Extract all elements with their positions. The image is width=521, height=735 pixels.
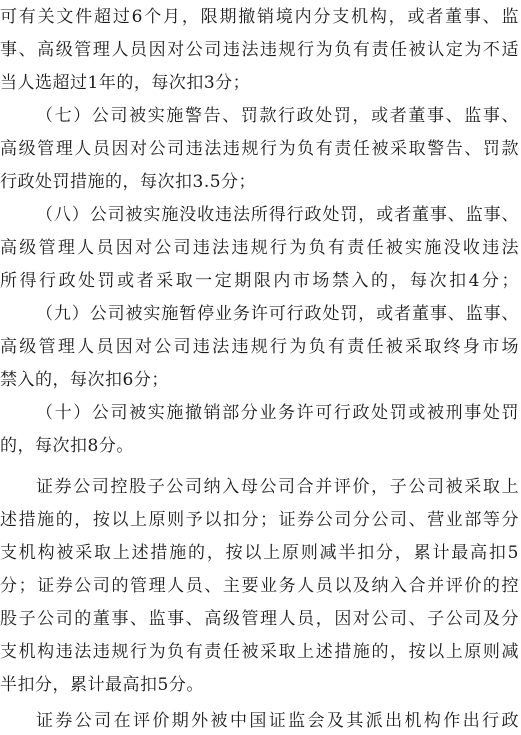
text-line: 高级管理人员因对公司违法违规行为负有责任被采取终身市场: [0, 337, 519, 357]
text-line: （九）公司被实施暂停业务许可行政处罚，或者董事、监事、: [36, 304, 519, 324]
text-line: 的，每次扣8分。: [0, 436, 134, 456]
text-line: 高级管理人员因对公司违法违规行为负有责任被采取警告、罚款: [0, 139, 519, 159]
text-line: 述措施的，按以上原则予以扣分；证券公司分公司、营业部等分: [0, 510, 519, 530]
text-line: 证券公司控股子公司纳入母公司合并评价，子公司被采取上: [36, 477, 519, 497]
text-line: 证券公司在评价期外被中国证监会及其派出机构作出行政: [36, 711, 519, 731]
text-line: 分；证券公司的管理人员、主要业务人员以及纳入合并评价的控: [0, 576, 519, 596]
text-line: （七）公司被实施警告、罚款行政处罚，或者董事、监事、: [36, 106, 519, 126]
text-line: 所得行政处罚或者采取一定期限内市场禁入的，每次扣4分；: [0, 271, 519, 291]
text-line: 事、高级管理人员因对公司违法违规行为负有责任被认定为不适: [0, 40, 519, 60]
text-line: 支机构违法违规行为负有责任被采取上述措施的，按以上原则减: [0, 642, 519, 662]
text-line: 当人选超过1年的，每次扣3分；: [0, 73, 251, 93]
text-line: （十）公司被实施撤销部分业务许可行政处罚或被刑事处罚: [36, 403, 519, 423]
text-line: （八）公司被实施没收违法所得行政处罚，或者董事、监事、: [36, 205, 519, 225]
text-line: 支机构被采取上述措施的，按以上原则减半扣分，累计最高扣5: [0, 543, 519, 563]
text-line: 半扣分，累计最高扣5分。: [0, 675, 204, 695]
text-line: 高级管理人员因对公司违法违规行为负有责任被实施没收违法: [0, 238, 519, 258]
text-line: 股子公司的董事、监事、高级管理人员，因对公司、子公司及分: [0, 609, 519, 629]
text-line: 可有关文件超过6个月，限期撤销境内分支机构，或者董事、监: [0, 7, 519, 27]
text-line: 行政处罚措施的，每次扣3.5分；: [0, 172, 257, 192]
text-line: 禁入的，每次扣6分；: [0, 370, 169, 390]
